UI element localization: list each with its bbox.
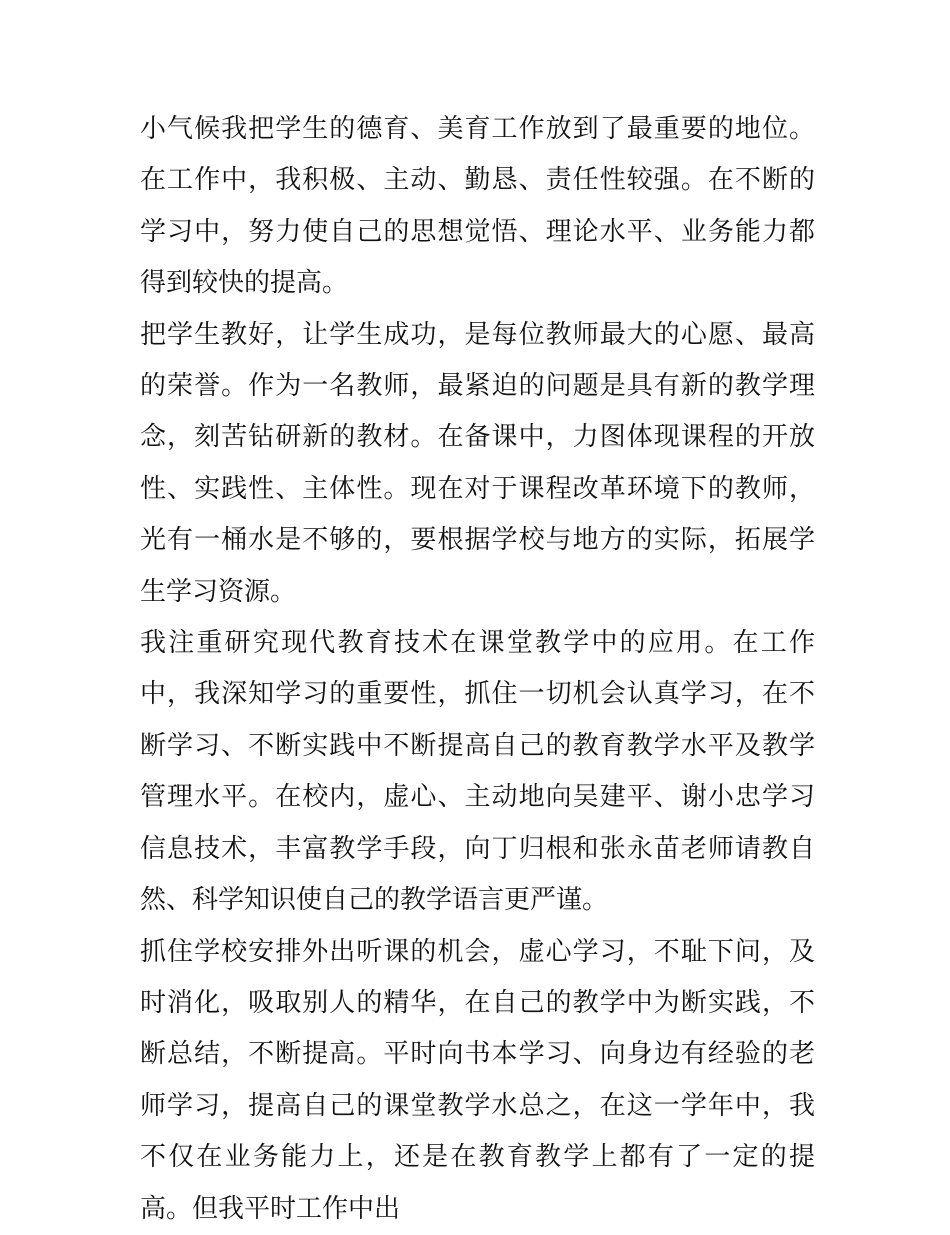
- paragraph-2: 把学生教好，让学生成功，是每位教师最大的心愿、最高的荣誉。作为一名教师，最紧迫的问题是具有新的教学理念，刻苦钻研新的教材。在备课中，力图体现课程的开放性、实践性、主体性。现在对于课程改革环境下的教师，光有一桶水是不够的，要根据学校与地方的实际，拓展学生学习资源。: [140, 319, 815, 607]
- document-body: [140, 104, 815, 1235]
- paragraph-1: 小气候我把学生的德育、美育工作放到了最重要的地位。在工作中，我积极、主动、勤恳、责任性较强。在不断的学习中，努力使自己的思想觉悟、理论水平、业务能力都得到较快的提高。: [140, 114, 815, 299]
- paragraph-3: 我注重研究现代教育技术在课堂教学中的应用。在工作中，我深知学习的重要性，抓住一切机会认真学习，在不断学习、不断实践中不断提高自己的教育教学水平及教学管理水平。在校内，虚心、主动地向吴建平、谢小忠学习信息技术，丰富教学手段，向丁归根和张永苗老师请教自然、科学知识使自己的教学语言更严谨。: [140, 628, 815, 916]
- paragraph-4: 抓住学校安排外出听课的机会，虚心学习，不耻下问，及时消化，吸取别人的精华，在自己的教学中为断实践，不断总结，不断提高。平时向书本学习、向身边有经验的老师学习，提高自己的课堂教学水总之，在这一学年中，我不仅在业务能力上，还是在教育教学上都有了一定的提高。但我平时工作中出: [140, 936, 815, 1224]
